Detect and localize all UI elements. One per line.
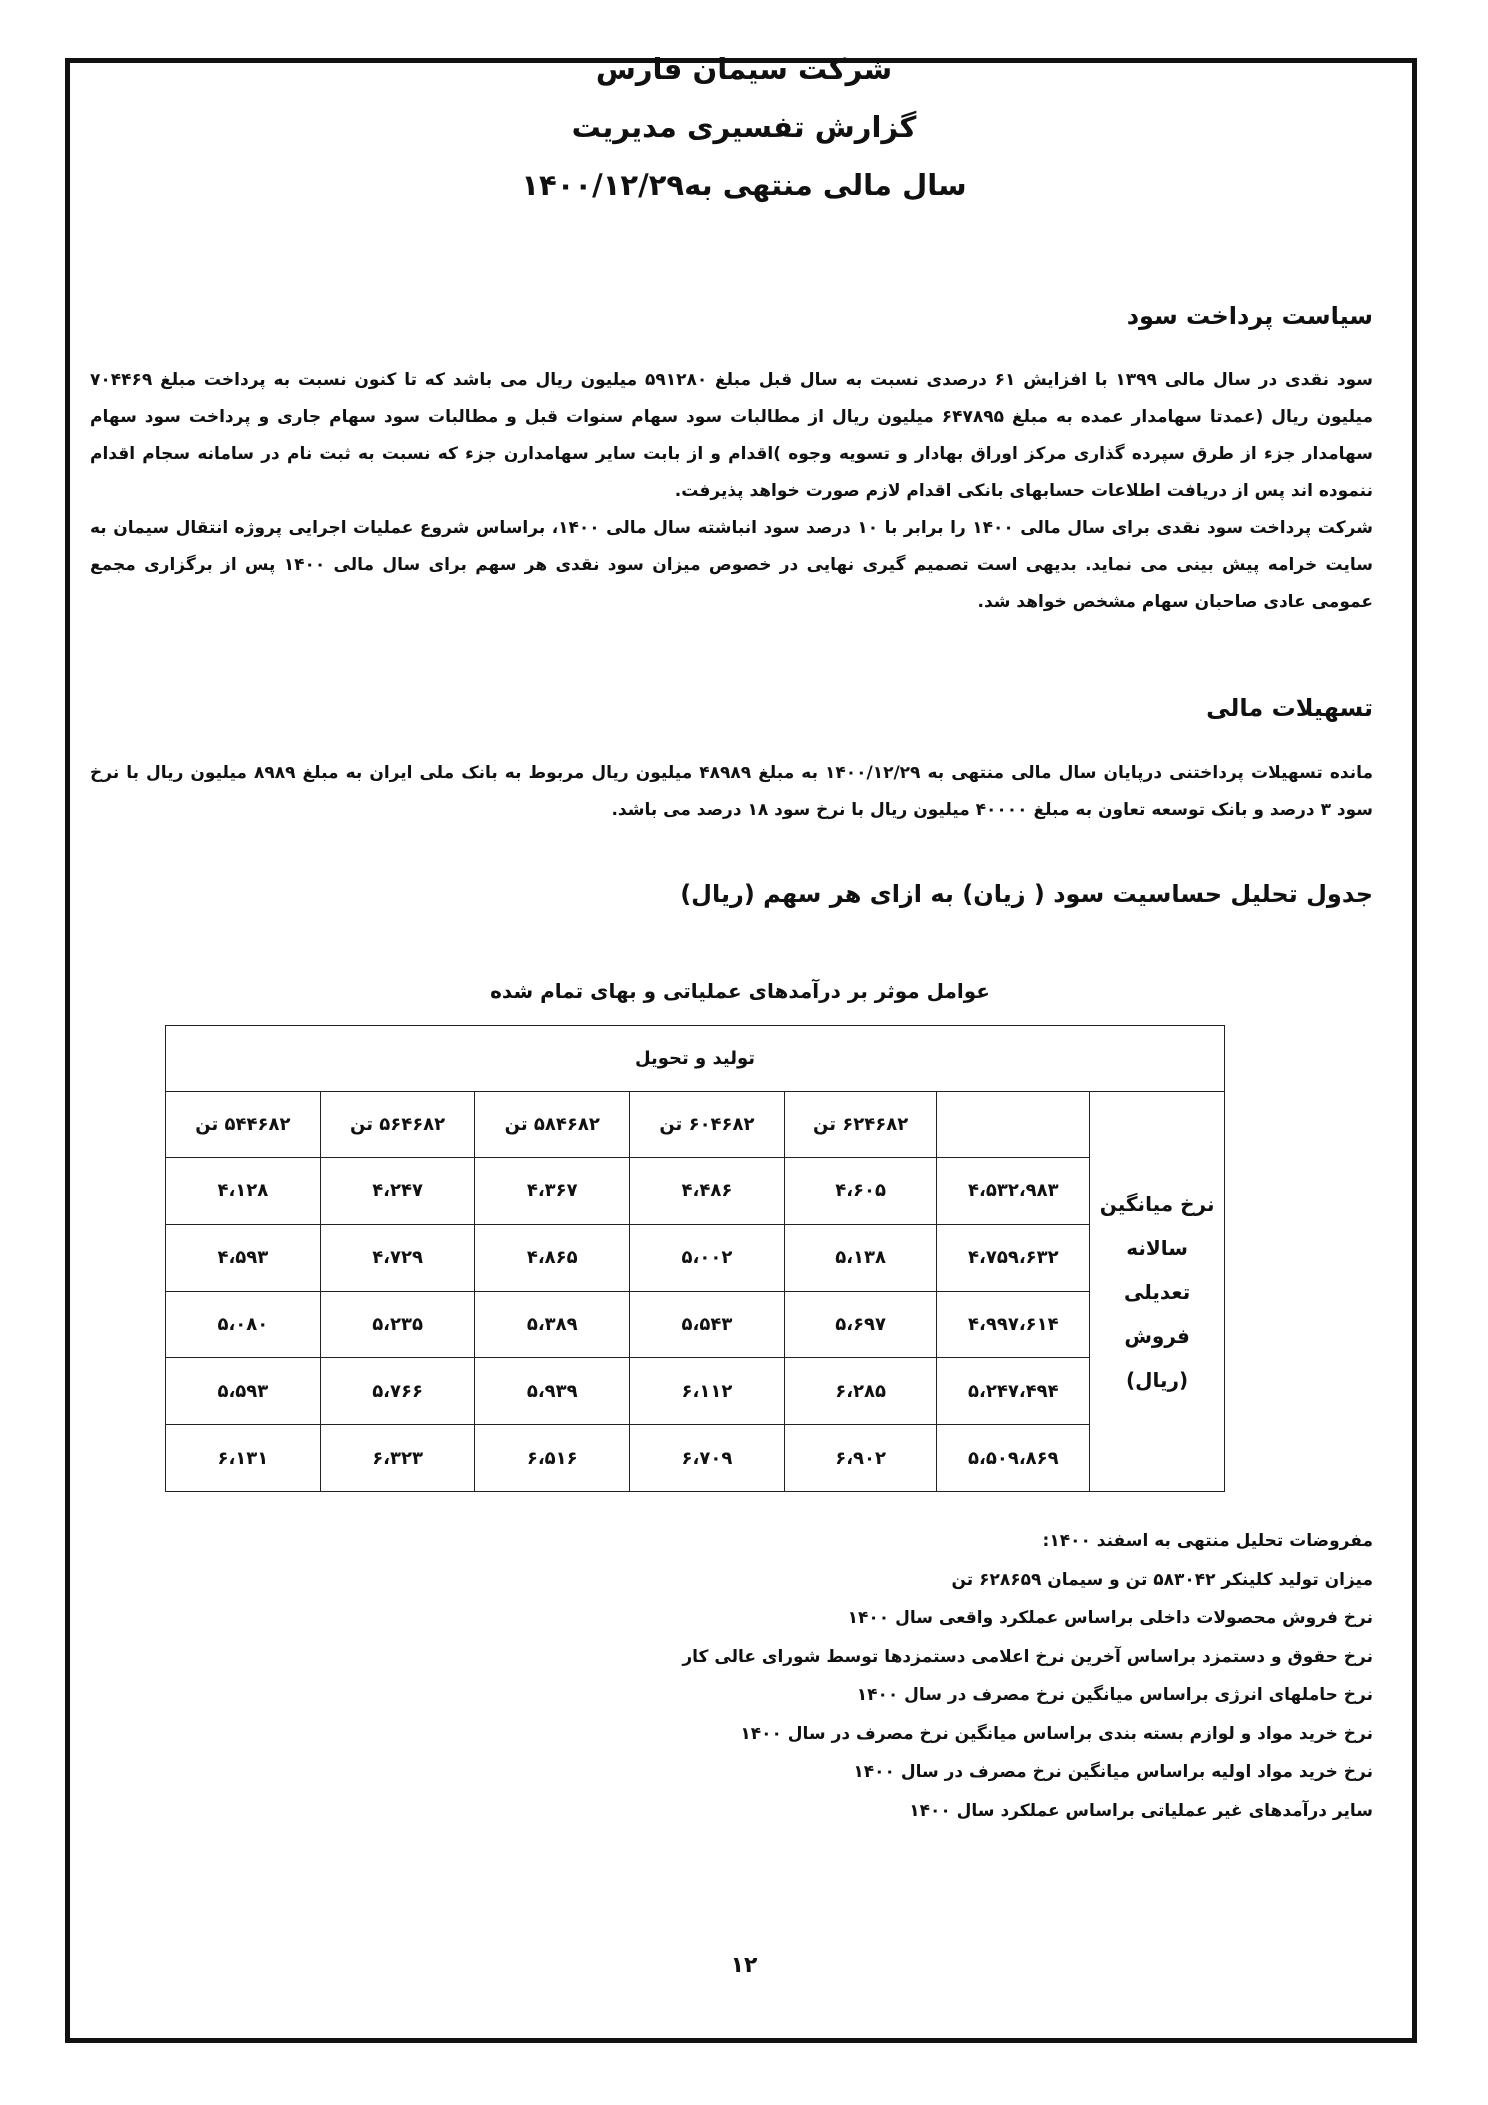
table-cell: ۴،۲۴۷: [320, 1158, 475, 1225]
company-name: شرکت سیمان فارس: [595, 52, 893, 86]
list-item: نرخ حقوق و دستمزد براساس آخرین نرخ اعلامی دستمزدها توسط شورای عالی کار: [682, 1646, 1373, 1667]
report-header: [0, 40, 1488, 214]
facilities-heading: تسهیلات مالی: [1206, 694, 1373, 722]
table-cell: ۴،۶۰۵: [784, 1158, 937, 1225]
table-cell: ۵،۵۹۳: [166, 1358, 321, 1425]
table-cell: ۴،۴۸۶: [630, 1158, 785, 1225]
table-cell: ۵،۲۳۵: [320, 1291, 475, 1358]
table-cell: ۴،۵۹۳: [166, 1224, 321, 1291]
table-column-header-row: [166, 1092, 1225, 1158]
table-cell: ۴،۷۲۹: [320, 1224, 475, 1291]
facilities-text: [90, 755, 1373, 829]
table-row: [166, 1425, 1225, 1492]
table-cell: ۵،۳۸۹: [475, 1291, 630, 1358]
sensitivity-table: [165, 1025, 1225, 1492]
table-cell: ۵،۹۳۹: [475, 1358, 630, 1425]
row-header: نرخ میانگین سالانه تعدیلی فروش (ریال): [1090, 1092, 1225, 1492]
table-cell: ۶،۹۰۲: [784, 1425, 937, 1492]
table-cell: ۵،۰۸۰: [166, 1291, 321, 1358]
table-cell: ۴،۱۲۸: [166, 1158, 321, 1225]
assumptions-title: مفروضات تحلیل منتهی به اسفند ۱۴۰۰:: [1042, 1531, 1373, 1551]
table-group-header-row: [166, 1026, 1225, 1092]
table-row: [166, 1158, 1225, 1225]
assumptions-list: [682, 1522, 1373, 1830]
table-cell: ۴،۵۳۲،۹۸۳: [937, 1158, 1090, 1225]
table-cell: ۴،۹۹۷،۶۱۴: [937, 1291, 1090, 1358]
group-header: تولید و تحویل: [166, 1026, 1225, 1092]
dividend-paragraph-2: شرکت پرداخت سود نقدی برای سال مالی ۱۴۰۰ را برابر با ۱۰ درصد سود انباشته سال مالی ۱۴۰۰، براساس شروع عملیات اجرایی پروژه انتقال سیمان به سایت خرامه پیش بینی می نماید. بدیهی است تصمیم گیری نهایی در خصوص میزان سود نقدی هر سهم برای سال مالی ۱۴۰۰ پس از برگزاری مجمع عمومی عادی صاحبان سهام مشخص خواهد شد.: [90, 518, 1373, 612]
table-cell: ۶،۳۲۳: [320, 1425, 475, 1492]
column-header: ۶۰۴۶۸۲ تن: [630, 1092, 785, 1158]
sensitivity-heading: جدول تحلیل حساسیت سود ( زیان) به ازای هر سهم (ریال): [680, 880, 1373, 908]
table-cell: ۵،۶۹۷: [784, 1291, 937, 1358]
column-header: ۵۸۴۶۸۲ تن: [475, 1092, 630, 1158]
table-cell: ۴،۳۶۷: [475, 1158, 630, 1225]
list-item: نرخ حاملهای انرژی براساس میانگین نرخ مصرف در سال ۱۴۰۰: [856, 1685, 1373, 1705]
table-row: [166, 1358, 1225, 1425]
column-header: ۵۴۴۶۸۲ تن: [166, 1092, 321, 1158]
table-cell: ۵،۵۴۳: [630, 1291, 785, 1358]
column-header: ۶۲۴۶۸۲ تن: [784, 1092, 937, 1158]
table-cell: ۶،۷۰۹: [630, 1425, 785, 1492]
list-item: نرخ خرید مواد و لوازم بسته بندی براساس میانگین نرخ مصرف در سال ۱۴۰۰: [740, 1723, 1373, 1744]
table-cell: ۶،۲۸۵: [784, 1358, 937, 1425]
list-item: سایر درآمدهای غیر عملیاتی براساس عملکرد سال ۱۴۰۰: [909, 1800, 1373, 1821]
table-cell: ۵،۷۶۶: [320, 1358, 475, 1425]
table-cell: ۵،۰۰۲: [630, 1224, 785, 1291]
facilities-paragraph: مانده تسهیلات پرداختنی درپایان سال مالی منتهی به ۱۴۰۰/۱۲/۲۹ به مبلغ ۴۸۹۸۹ میلیون ریال مربوط به بانک ملی ایران به مبلغ ۸۹۸۹ میلیون ریال با نرخ سود ۳ درصد و بانک توسعه تعاون به مبلغ ۴۰۰۰۰ میلیون ریال با نرخ سود ۱۸ درصد می باشد.: [90, 763, 1374, 820]
column-header: ۵۶۴۶۸۲ تن: [320, 1092, 475, 1158]
dividend-policy-heading: سیاست پرداخت سود: [1126, 302, 1373, 330]
table-cell: ۵،۱۳۸: [784, 1224, 937, 1291]
report-title: گزارش تفسیری مدیریت: [571, 110, 917, 144]
list-item: میزان تولید کلینکر ۵۸۳۰۴۲ تن و سیمان ۶۲۸۶۵۹ تن: [951, 1569, 1373, 1590]
table-cell: ۴،۷۵۹،۶۳۲: [937, 1224, 1090, 1291]
table-cell: ۶،۱۳۱: [166, 1425, 321, 1492]
table-cell: ۶،۱۱۲: [630, 1358, 785, 1425]
table-cell: ۶،۵۱۶: [475, 1425, 630, 1492]
table-cell: ۵،۲۴۷،۴۹۴: [937, 1358, 1090, 1425]
dividend-policy-text: [90, 362, 1373, 621]
list-item: نرخ فروش محصولات داخلی براساس عملکرد واقعی سال ۱۴۰۰: [847, 1608, 1373, 1628]
table-row: [166, 1224, 1225, 1291]
page-number: ۱۲: [730, 1953, 758, 1978]
table-cell: ۴،۸۶۵: [475, 1224, 630, 1291]
dividend-paragraph-1: سود نقدی در سال مالی ۱۳۹۹ با افزایش ۶۱ درصدی نسبت به سال قبل مبلغ ۵۹۱۲۸۰ میلیون ریال می باشد که تا کنون نسبت به پرداخت مبلغ ۷۰۴۴۶۹ میلیون ریال (عمدتا سهامدار عمده به مبلغ ۶۴۷۸۹۵ میلیون ریال از مطالبات سود سهام سنوات قبل و مطالبات سود سهام جاری و پرداخت سود سهام سهامدار جزء از طرق سپرده گذاری مرکز اوراق بهادار و تسویه وجوه )اقدام و از بابت سایر سهامدارن جزء که نسبت به ثبت نام در سامانه سجام اقدام ننموده اند پس از دریافت اطلاعات حسابهای بانکی اقدام لازم صورت خواهد پذیرفت.: [90, 370, 1374, 501]
table-caption: عوامل موثر بر درآمدهای عملیاتی و بهای تمام شده: [490, 979, 990, 1003]
fiscal-period: سال مالی منتهی به۱۴۰۰/۱۲/۲۹: [521, 168, 967, 202]
list-item: نرخ خرید مواد اولیه براساس میانگین نرخ مصرف در سال ۱۴۰۰: [853, 1762, 1373, 1782]
column-header: [937, 1092, 1090, 1158]
table-cell: ۵،۵۰۹،۸۶۹: [937, 1425, 1090, 1492]
table-row: [166, 1291, 1225, 1358]
